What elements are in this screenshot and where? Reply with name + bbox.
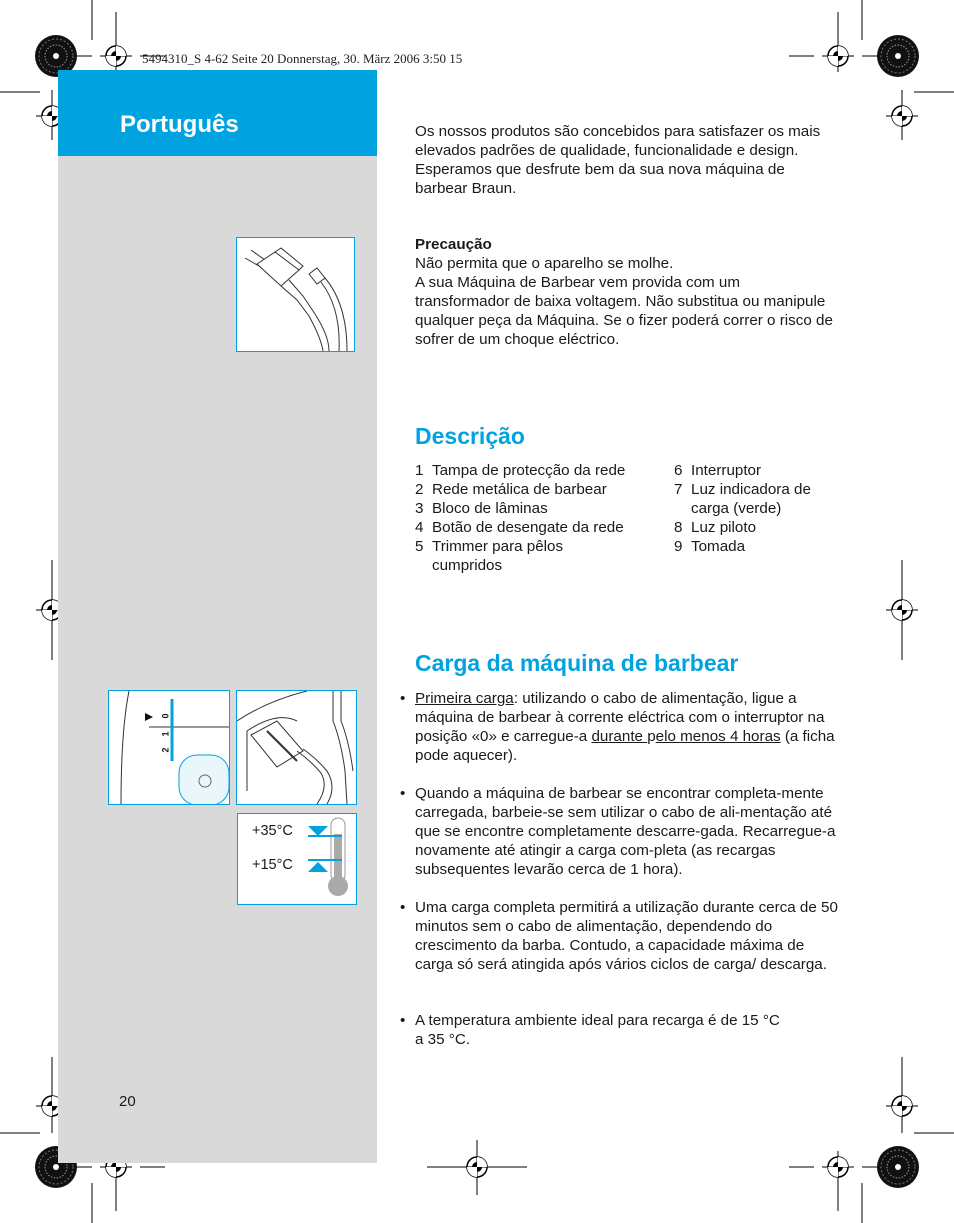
charging-bullet-2: • Quando a máquina de barbear se encontrar completa-mente carregada, barbeie-se sem utilizar o cabo de ali-mentação até que se encontre completamente descarre-gada. Recarregue-a novamente até atingir a carga com-pleta (as recargas subsequentes levarão cerca de 1 hora).: [400, 785, 836, 878]
caution-line-1: Não permita que o aparelho se molhe.: [415, 255, 674, 272]
language-title: Português: [120, 111, 239, 138]
bullet-dot: •: [400, 785, 406, 802]
figure-switch: [108, 690, 230, 805]
list-item: 3 Bloco de lâminas: [415, 500, 548, 517]
plug-illustration: [237, 238, 354, 351]
charging-heading: Carga da máquina de barbear: [415, 650, 739, 676]
list-item: 8 Luz piloto: [674, 519, 757, 536]
description-list-right: [674, 461, 844, 556]
caution-title: Precaução: [415, 236, 492, 253]
figure-socket: [236, 690, 357, 805]
thermometer-icon: [238, 814, 356, 904]
figure-temperature: [237, 813, 357, 905]
charging-bullet-1: • Primeira carga: utilizando o cabo de alimentação, ligue a máquina de barbear à corrente eléctrica com o interruptor na posição «0» e carregue-a durante pelo menos 4 horas (a ficha pode aquecer).: [400, 690, 835, 764]
switch-label-1: 1: [160, 731, 171, 737]
figure-plug: [236, 237, 355, 352]
list-item: 4 Botão de desengate da rede: [415, 519, 624, 536]
list-item: 2 Rede metálica de barbear: [415, 481, 607, 498]
charging-bullet-4: • A temperatura ambiente ideal para recarga é de 15 °C a 35 °C.: [400, 1012, 780, 1048]
description-list-left: [415, 461, 665, 575]
list-item: 5 Trimmer para pêlos cumpridos: [415, 538, 564, 574]
bullet-dot: •: [400, 899, 406, 916]
temp-low-label: +15°C: [252, 857, 293, 873]
list-item: 9 Tomada: [674, 538, 746, 555]
first-charge-label: Primeira carga: [415, 690, 514, 707]
page-number: 20: [119, 1093, 136, 1110]
caution-line-2: A sua Máquina de Barbear vem provida com um transformador de baixa voltagem. Não substitua ou manipule qualquer peça da Máquina. Se o fizer poderá correr o risco de sofrer de um choque eléctrico.: [415, 274, 833, 348]
print-header: 5494310_S 4-62 Seite 20 Donnerstag, 30. März 2006 3:50 15: [142, 51, 463, 66]
temp-high-label: +35°C: [252, 823, 293, 839]
switch-label-0: 0: [160, 713, 171, 719]
socket-illustration: [237, 691, 356, 804]
charging-bullet-3: • Uma carga completa permitirá a utilização durante cerca de 50 minutos sem o cabo de alimentação, dependendo do crescimento da barba. Contudo, a capacidade máxima de carga só será atingida após vários ciclos de carga/ descarga.: [400, 899, 838, 973]
list-item: 7 Luz indicadora de carga (verde): [674, 481, 811, 517]
sidebar-column: [58, 70, 377, 1163]
list-item: 1 Tampa de protecção da rede: [415, 462, 626, 479]
bullet-dot: •: [400, 690, 406, 707]
switch-label-2: 2: [160, 747, 171, 753]
intro-paragraph: Os nossos produtos são concebidos para satisfazer os mais elevados padrões de qualidade, funcionalidade e design. Esperamos que desfrute bem da sua nova máquina de barbear Braun.: [415, 123, 821, 197]
bullet-dot: •: [400, 1012, 406, 1029]
description-heading: Descrição: [415, 423, 525, 449]
caution-section: [415, 235, 835, 349]
list-item: 6 Interruptor: [674, 462, 762, 479]
